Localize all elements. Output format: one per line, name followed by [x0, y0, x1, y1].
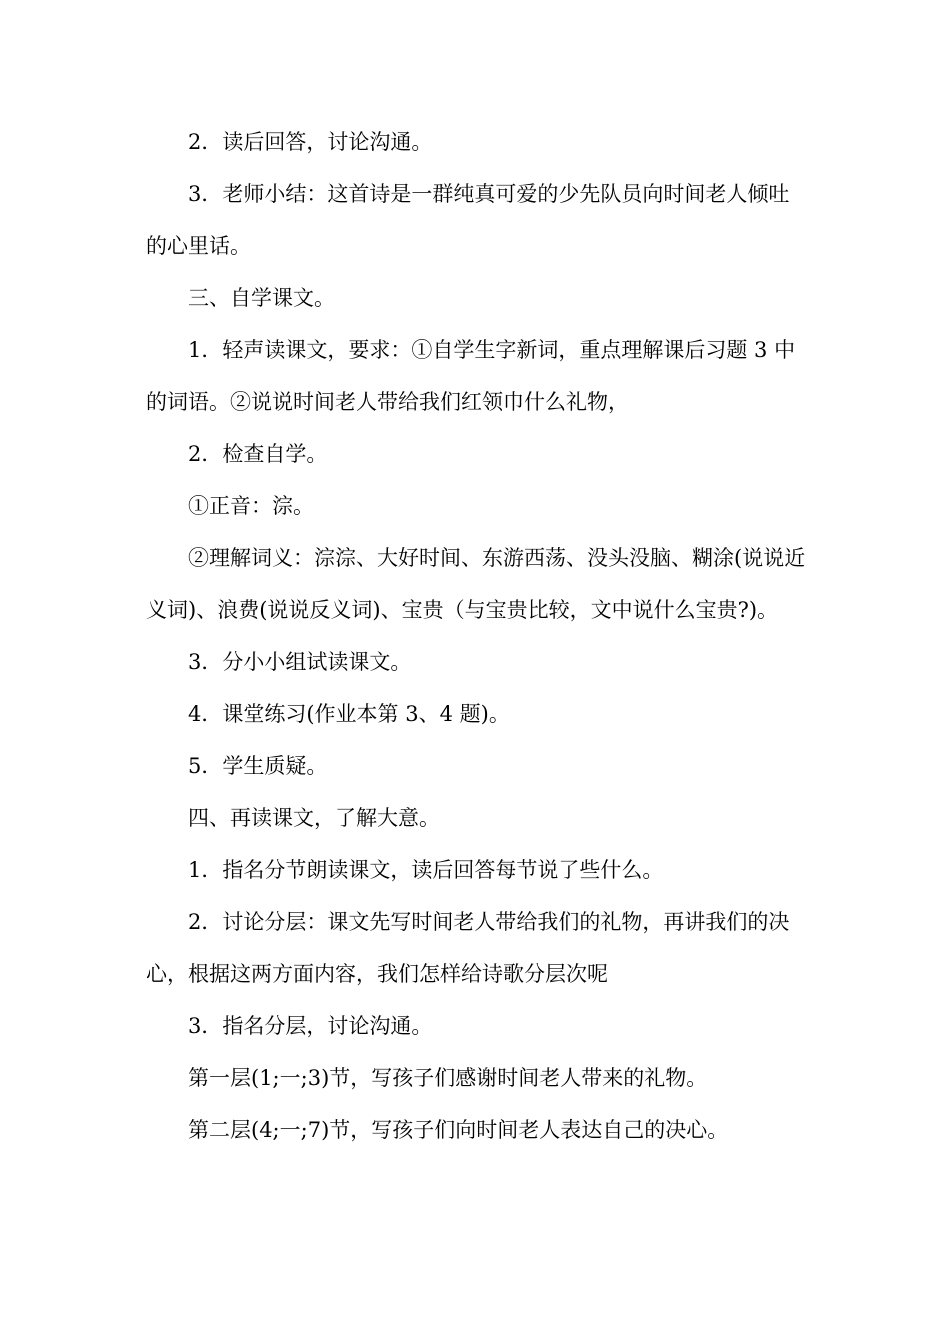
section-heading: 三、自学课文。 — [188, 286, 335, 310]
paragraph: 1．轻声读课文，要求：①自学生字新词，重点理解课后习题 3 中的词语。②说说时间老人带给我们红领巾什么礼物， — [146, 338, 796, 414]
document-body — [146, 116, 808, 1156]
paragraph: 2．讨论分层：课文先写时间老人带给我们的礼物，再讲我们的决心，根据这两方面内容，我们怎样给诗歌分层次呢 — [146, 910, 790, 986]
paragraph: 2．读后回答，讨论沟通。 — [188, 130, 433, 154]
paragraph: 第二层(4;一;7)节，写孩子们向时间老人表达自己的决心。 — [188, 1118, 729, 1142]
paragraph: 2．检查自学。 — [188, 442, 328, 466]
paragraph: ①正音：淙。 — [188, 494, 314, 518]
section-heading: 四、再读课文，了解大意。 — [188, 806, 440, 830]
paragraph: 3．分小小组试读课文。 — [188, 650, 412, 674]
paragraph: 5．学生质疑。 — [188, 754, 328, 778]
paragraph: 3．指名分层，讨论沟通。 — [188, 1014, 433, 1038]
paragraph: 4．课堂练习(作业本第 3、4 题)。 — [188, 702, 510, 726]
paragraph: ②理解词义：淙淙、大好时间、东游西荡、没头没脑、糊涂(说说近义词)、浪费(说说反义词)、宝贵（与宝贵比较，文中说什么宝贵?)。 — [146, 546, 806, 622]
paragraph: 1．指名分节朗读课文，读后回答每节说了些什么。 — [188, 858, 664, 882]
paragraph: 第一层(1;一;3)节，写孩子们感谢时间老人带来的礼物。 — [188, 1066, 708, 1090]
paragraph: 3．老师小结：这首诗是一群纯真可爱的少先队员向时间老人倾吐的心里话。 — [146, 182, 790, 258]
